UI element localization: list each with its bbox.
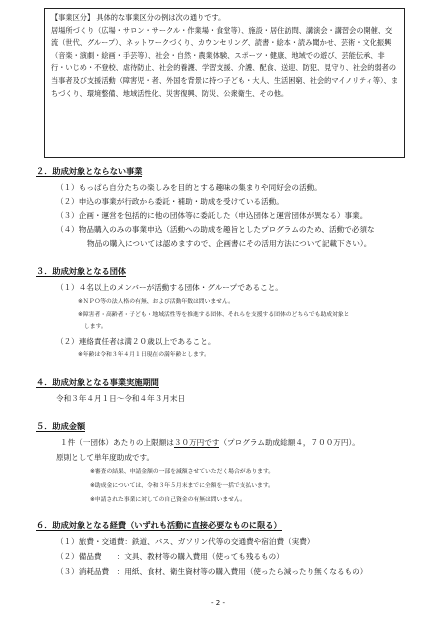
expense-label: （１）旅費・交通費： [56,537,132,546]
expense-row-consumables [56,567,367,577]
expense-text: 文具、教材等の購入費用（使っても残るもの） [124,552,284,561]
section3-note-1b: ※障害者・高齢者・子ども・地域活性等を推進する団体、それらを支援する団体のどちらでも助成対象と [78,312,350,318]
section5-single-year: 原則として単年度助成です。 [56,453,155,462]
expense-row-travel [56,537,314,547]
expense-label: （３）消耗品費 ： [56,567,125,576]
box-body: 居場所づくり（広場・サロン・サークル・作業場・食堂等）、施設・居住訪問、講演会・講習会の開催、交流（世代、グループ）、ネットワークづくり、カウンセリング、読書・絵本・読み聞かせ、芸術・文化振興（音楽・演劇・絵画・手芸等）、社会・自然・農業体験、スポーツ・健康、地域での遊び、芸能伝承、非行・いじめ・不登校、虐待防止、社会的養護、学習支援、介護、配食、送迎、防犯、見守り、社会的弱者の当事者及び支援活動（障害児・者、外国を背景に持つ子ども・大人、生活困窮、社会的マイノリティ等）、まちづくり、環境整備、地域活性化、災害復興、防災、公衆衛生、その他。 [51,25,399,98]
expense-row-equipment [56,552,284,562]
section2-item-1: （１）もっぱら自分たちの楽しみを目的とする趣味の集まりや同好会の活動。 [56,183,322,192]
section3-heading: ３．助成対象となる団体 [36,266,127,276]
expense-text: 用紙、食材、衛生資材等の購入費用（使ったら減ったり無くなるもの） [124,567,368,576]
amount-text-pre: １件（一団体）あたりの上限額は [60,438,174,447]
section3-note-2: ※年齢は令和３年４月１日現在の満年齢とします。 [78,352,210,358]
section3-note-1a: ※ＮＰＯ等の法人格の有無、および活動年数は問いません。 [78,299,234,305]
section3-note-1c: します。 [84,324,107,330]
section2-item-3: （３）企画・運営を包括的に他の団体等に委託した（申込団体と運営団体が異なる）事業。 [56,211,368,220]
section2-item-4-cont: 物品の購入については認めますので、企画書にその活用方法について記載下さい）。 [87,239,372,248]
section3-item-1: （１）４名以上のメンバーが活動する団体・グループであること。 [56,283,283,292]
page-number: - 2 - [211,599,225,607]
section2-item-2: （２）申込の事業が行政から委託・補助・助成を受けている活動。 [56,197,284,206]
expense-text: 鉄道、バス、ガソリン代等の交通費や宿泊費（実費） [131,537,315,546]
section5-amount-line [60,438,360,448]
section6-heading: ６．助成対象となる経費（いずれも活動に直接必要なものに限る） [36,520,282,530]
expense-label: （２）備品費 ： [56,552,125,561]
section5-note-2: ※助成金については、令和３年５月末までに全額を一括で支払います。 [90,483,274,489]
business-category-box [44,8,405,158]
section4-period: 令和３年４月１日～令和４年３月末日 [56,394,186,403]
section3-item-2: （２）連絡責任者は満２０歳以上であること。 [56,337,216,346]
section5-heading: ５．助成金額 [36,421,86,431]
box-title: 【事業区分】 具体的な事業区分の例は次の通りです。 [51,13,226,22]
section2-item-4: （４）物品購入のみの事業申込（活動への助成を趣旨としたプログラムのため、活動で必須な [56,225,375,234]
section2-heading: ２．助成対象とならない事業 [36,166,143,176]
amount-text-post: （プログラム助成総額４，７００万円）。 [219,438,360,447]
section4-heading: ４．助成対象となる事業実施期間 [36,377,159,387]
section5-note-3: ※申請された事業に対しての自己資金の有無は問いません。 [90,497,246,503]
amount-limit: ３０万円です [173,438,220,447]
section5-note-1: ※審査の結果、申請金額の一部を減額させていただく場合があります。 [90,469,275,475]
